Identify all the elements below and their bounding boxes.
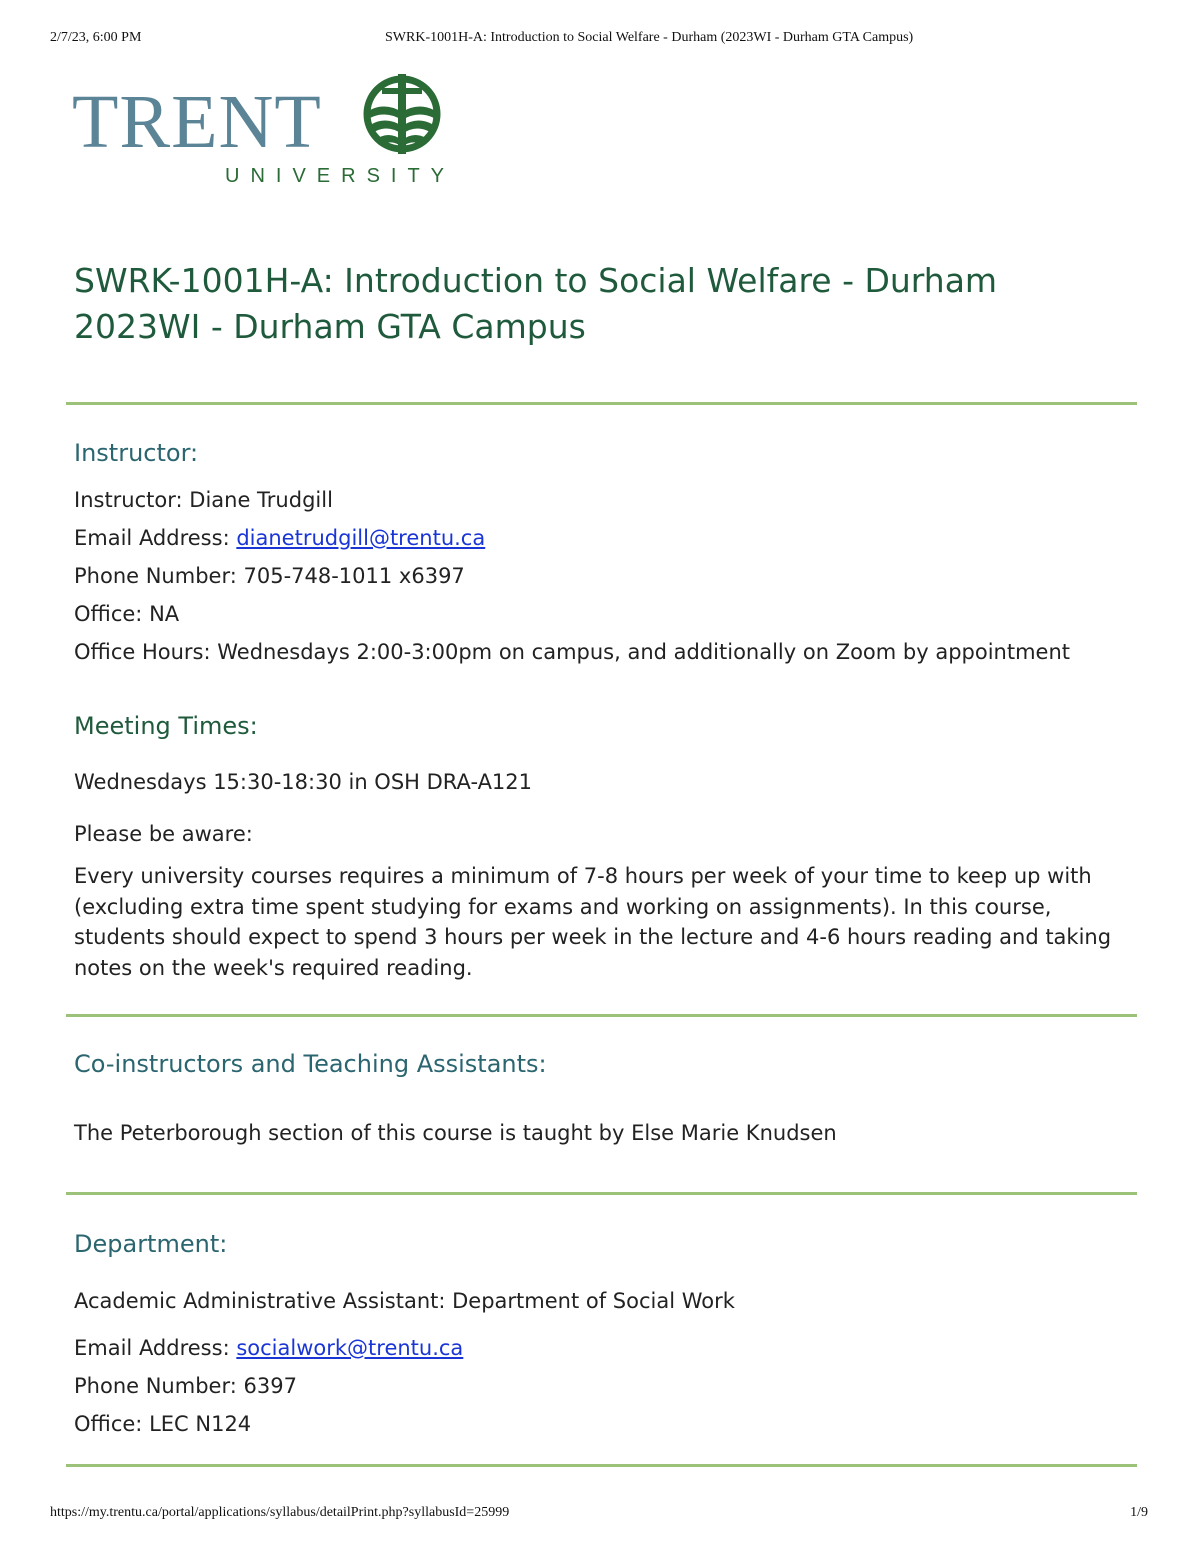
- instructor-phone: 705-748-1011 x6397: [243, 564, 465, 588]
- department-heading: Department:: [74, 1230, 228, 1258]
- instructor-office-row: [74, 599, 179, 629]
- department-office: LEC N124: [149, 1412, 252, 1436]
- department-assistant: Academic Administrative Assistant: Department of Social Work: [74, 1289, 735, 1313]
- instructor-email-label: Email Address:: [74, 526, 230, 550]
- instructor-hours-row: [74, 637, 1070, 667]
- department-email-link[interactable]: socialwork@trentu.ca: [236, 1336, 464, 1360]
- instructor-phone-label: Phone Number:: [74, 564, 237, 588]
- department-phone: 6397: [243, 1374, 297, 1398]
- print-url: https://my.trentu.ca/portal/applications/syllabus/detailPrint.php?syllabusId=25999: [50, 1505, 510, 1520]
- department-email-row: [74, 1333, 463, 1363]
- meeting-times-heading: Meeting Times:: [74, 712, 258, 740]
- instructor-name-label: Instructor:: [74, 488, 183, 512]
- course-title-line2: 2023WI - Durham GTA Campus: [74, 307, 586, 346]
- section-divider: [66, 1192, 1137, 1195]
- logo-subtitle: UNIVERSITY: [225, 165, 456, 187]
- instructor-email-link[interactable]: dianetrudgill@trentu.ca: [236, 526, 486, 550]
- course-title-line1: SWRK-1001H-A: Introduction to Social Welfare - Durham: [74, 261, 998, 300]
- department-office-label: Office:: [74, 1412, 143, 1436]
- instructor-name: Diane Trudgill: [189, 488, 333, 512]
- instructor-email-row: [74, 523, 485, 553]
- department-email-label: Email Address:: [74, 1336, 230, 1360]
- please-be-aware: Please be aware:: [74, 822, 253, 846]
- coinstructors-text: The Peterborough section of this course is taught by Else Marie Knudsen: [74, 1121, 837, 1145]
- course-title: [74, 258, 1074, 350]
- instructor-hours-label: Office Hours:: [74, 640, 211, 664]
- instructor-office: NA: [149, 602, 180, 626]
- instructor-office-label: Office:: [74, 602, 143, 626]
- workload-paragraph: Every university courses requires a minimum of 7-8 hours per week of your time to keep up with (excluding extra time spent studying for exams and working on assignments). In this course, students should expect to spend 3 hours per week in the lecture and 4-6 hours reading and taking notes on the week's required reading.: [74, 864, 1112, 980]
- print-date: 2/7/23, 6:00 PM: [50, 30, 142, 45]
- instructor-hours: Wednesdays 2:00-3:00pm on campus, and additionally on Zoom by appointment: [217, 640, 1071, 664]
- trent-university-logo: [72, 70, 456, 190]
- section-divider: [66, 1464, 1137, 1467]
- meeting-time: Wednesdays 15:30-18:30 in OSH DRA-A121: [74, 770, 533, 794]
- print-page-title: SWRK-1001H-A: Introduction to Social Welfare - Durham (2023WI - Durham GTA Campus): [385, 30, 914, 45]
- crest-icon: [360, 70, 444, 162]
- department-phone-row: [74, 1371, 297, 1401]
- department-phone-label: Phone Number:: [74, 1374, 237, 1398]
- print-footer: [0, 1505, 1200, 1525]
- print-header: [0, 30, 1200, 50]
- department-office-row: [74, 1409, 251, 1439]
- coinstructors-heading: Co-instructors and Teaching Assistants:: [74, 1050, 547, 1078]
- section-divider: [66, 402, 1137, 405]
- page-number: 1/9: [1130, 1505, 1148, 1520]
- instructor-phone-row: [74, 561, 465, 591]
- section-divider: [66, 1014, 1137, 1017]
- logo-wordmark: TRENT: [72, 80, 322, 164]
- instructor-name-row: [74, 485, 333, 515]
- instructor-heading: Instructor:: [74, 439, 199, 467]
